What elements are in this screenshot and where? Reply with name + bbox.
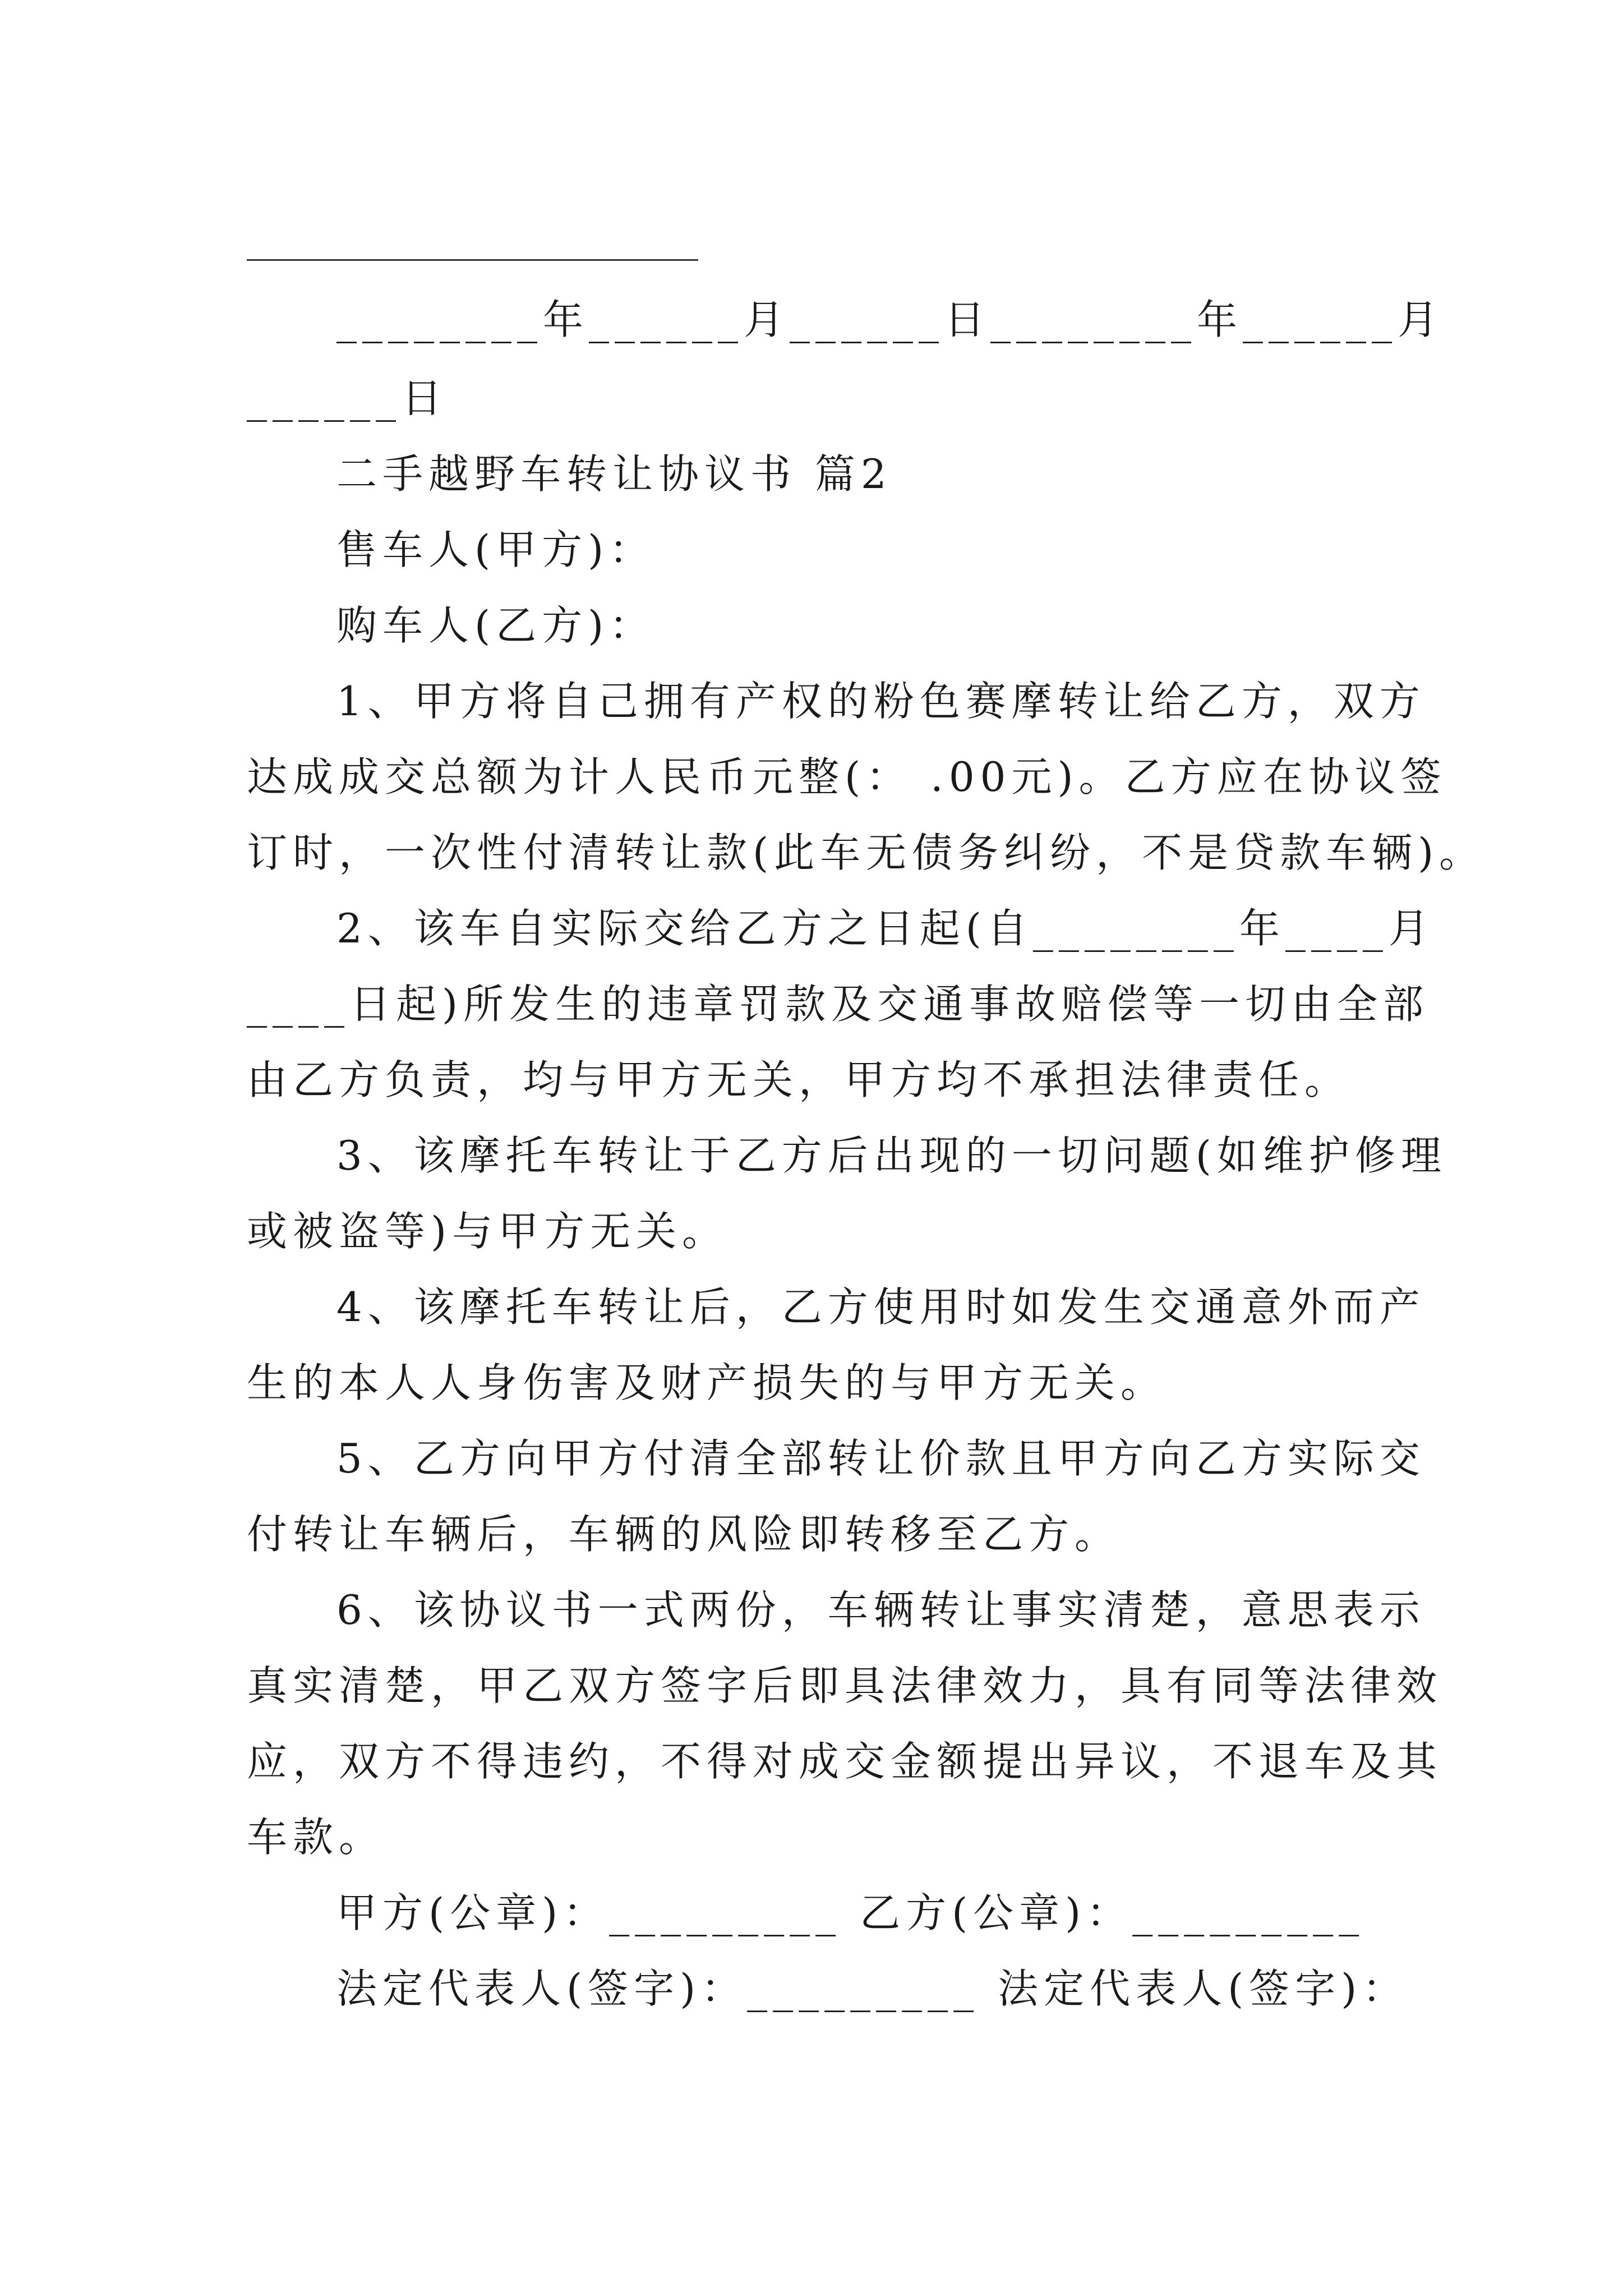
date-line: ________年______月______日________年______月 <box>336 296 1444 343</box>
clause-6-line-1: 6、该协议书一式两份，车辆转让事实清楚，意思表示 <box>336 1586 1426 1634</box>
seal-line: 甲方(公章)：_________ 乙方(公章)：_________ <box>336 1889 1365 1936</box>
clause-1-line-1: 1、甲方将自己拥有产权的粉色赛摩转让给乙方，双方 <box>336 678 1426 725</box>
clause-2-line-1: 2、该车自实际交给乙方之日起(自________年____月 <box>336 905 1435 952</box>
clause-5-line-1: 5、乙方向甲方付清全部转让价款且甲方向乙方实际交 <box>336 1435 1426 1482</box>
clause-5-line-2: 付转让车辆后，车辆的风险即转移至乙方。 <box>247 1511 1121 1558</box>
clause-1-line-2: 达成成交总额为计人民币元整(： .00元)。乙方应在协议签 <box>247 753 1447 800</box>
buyer-label: 购车人(乙方)： <box>336 602 656 649</box>
clause-3-line-2: 或被盗等)与甲方无关。 <box>247 1208 728 1255</box>
clause-1-line-3: 订时，一次性付清转让款(此车无债务纠纷，不是贷款车辆)。 <box>247 829 1486 876</box>
clause-3-line-1: 3、该摩托车转让于乙方后出现的一切问题(如维护修理 <box>336 1132 1447 1179</box>
clause-6-line-2: 真实清楚，甲乙双方签字后即具法律效力，具有同等法律效 <box>247 1662 1443 1709</box>
clause-4-line-2: 生的本人人身伤害及财产损失的与甲方无关。 <box>247 1359 1167 1406</box>
clause-2-line-2: ____日起)所发生的违章罚款及交通事故赔偿等一切由全部 <box>247 981 1430 1028</box>
clause-4-line-1: 4、该摩托车转让后，乙方使用时如发生交通意外而产 <box>336 1283 1426 1331</box>
clause-6-line-3: 应，双方不得违约，不得对成交金额提出异议，不退车及其 <box>247 1738 1443 1785</box>
date-line-continued: ______日 <box>247 375 448 422</box>
seller-label: 售车人(甲方)： <box>336 526 656 573</box>
clause-2-line-3: 由乙方负责，均与甲方无关，甲方均不承担法律责任。 <box>247 1056 1351 1103</box>
signature-line: 法定代表人(签字)：_________ 法定代表人(签字)： <box>336 1965 1409 2012</box>
top-divider <box>247 259 698 261</box>
clause-6-line-4: 车款。 <box>247 1814 385 1861</box>
section-title: 二手越野车转让协议书 篇2 <box>336 450 892 498</box>
